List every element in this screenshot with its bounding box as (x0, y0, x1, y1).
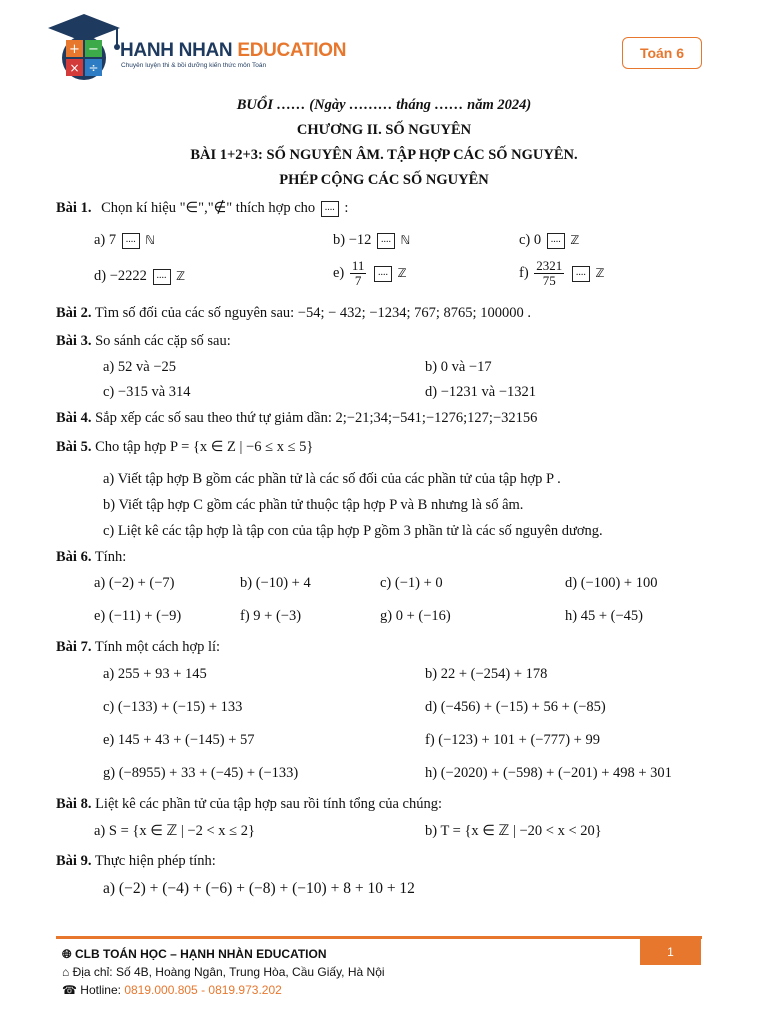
item-label: c) 0 (519, 232, 542, 248)
hotline-label: Hotline: (80, 983, 121, 997)
bai9-label: Bài 9. (56, 853, 92, 869)
answer-box[interactable]: .... (377, 233, 395, 249)
answer-box[interactable]: .... (374, 266, 392, 282)
svg-text:+: + (69, 42, 80, 57)
bai1-item-d (94, 268, 185, 285)
bai6-item: g) 0 + (−16) (380, 608, 451, 624)
lesson-title-2: PHÉP CỘNG CÁC SỐ NGUYÊN (279, 172, 489, 188)
bai2-label: Bài 2. (56, 305, 92, 321)
footer-address (62, 965, 385, 979)
item-label: b) −12 (333, 232, 372, 248)
bai7-question (56, 639, 220, 656)
bai8-text: Liệt kê các phần tử của tập hợp sau rồi tính tổng của chúng: (95, 796, 442, 812)
answer-box[interactable]: .... (321, 201, 339, 217)
svg-text:×: × (69, 61, 80, 75)
bai3-item: a) 52 và −25 (103, 359, 177, 375)
brand-main: HANH NHAN (120, 40, 233, 61)
brand-name (120, 40, 346, 62)
bai6-question (56, 549, 126, 566)
bai9-item: a) (−2) + (−4) + (−6) + (−8) + (−10) + 8 + 10 + 12 (103, 880, 415, 897)
bai1-item-a (94, 232, 155, 249)
svg-text:−: − (88, 42, 99, 57)
set-symbol: ℕ (400, 233, 411, 247)
globe-icon: 🌐︎ (62, 947, 72, 961)
phone-icon: ☎ (62, 983, 77, 997)
answer-box[interactable]: .... (153, 269, 171, 285)
set-symbol: ℤ (570, 233, 580, 247)
bai7-item: g) (−8955) + 33 + (−45) + (−133) (103, 765, 299, 781)
bai6-item: h) 45 + (−45) (565, 608, 643, 624)
bai9-text: Thực hiện phép tính: (94, 853, 216, 869)
item-label: d) −2222 (94, 268, 147, 284)
bai1-text: Chọn kí hiệu "∈","∉" thích hợp cho (101, 200, 316, 216)
bai6-item: a) (−2) + (−7) (94, 575, 175, 591)
bai4-label: Bài 4. (56, 410, 92, 426)
bai4-text: Sắp xếp các số sau theo thứ tự giảm dần: 2;−21;34;−541;−1276;127;−32156 (95, 410, 538, 426)
chapter-title: CHƯƠNG II. SỐ NGUYÊN (296, 122, 472, 138)
bai3-item: c) −315 và 314 (103, 384, 191, 400)
denominator: 75 (542, 273, 556, 288)
bai8-label: Bài 8. (56, 796, 92, 812)
bai5-item: c) Liệt kê các tập hợp là tập con của tập hợp P gồm 3 phần tử là các số nguyên dương. (103, 523, 603, 539)
bai3-text: So sánh các cặp số sau: (95, 333, 231, 349)
bai6-item: c) (−1) + 0 (380, 575, 443, 591)
bai7-label: Bài 7. (56, 639, 92, 655)
bai6-item: f) 9 + (−3) (240, 608, 302, 624)
brand-accent: EDUCATION (237, 40, 347, 61)
footer-club (62, 947, 327, 962)
bai3-question (56, 333, 231, 350)
bai5-label: Bài 5. (56, 439, 92, 455)
denominator: 7 (354, 273, 362, 288)
bai1-item-b (333, 232, 410, 249)
bai1-item-c (519, 232, 579, 249)
bai8-item: a) S = {x ∈ ℤ | −2 < x ≤ 2} (94, 823, 255, 839)
fraction (350, 259, 367, 288)
numerator: 2321 (536, 258, 563, 273)
tagline: Chuyên luyện thi & bồi dưỡng kiến thức môn Toán (121, 62, 267, 69)
bai6-item: b) (−10) + 4 (240, 575, 311, 591)
item-label: a) 7 (94, 232, 117, 248)
hotline-number: 0819.000.805 - 0819.973.202 (124, 983, 282, 997)
bai7-item: a) 255 + 93 + 145 (103, 666, 207, 682)
footer-divider (56, 936, 702, 939)
bai7-item: f) (−123) + 101 + (−777) + 99 (425, 732, 600, 748)
session-title: BUỔI …… (Ngày ……… tháng …… năm 2024) (236, 97, 532, 113)
bai2-question (56, 305, 531, 322)
bai6-item: e) (−11) + (−9) (94, 608, 182, 624)
bai8-question (56, 796, 442, 813)
footer-hotline (62, 983, 282, 997)
bai7-item: h) (−2020) + (−598) + (−201) + 498 + 301 (425, 765, 672, 781)
bai5-question (56, 439, 313, 456)
home-icon: ⌂ (62, 965, 70, 979)
page-number: 1 (640, 939, 701, 965)
bai3-item: d) −1231 và −1321 (425, 384, 536, 400)
bai1-item-f (519, 259, 604, 288)
club-name: CLB TOÁN HỌC – HẠNH NHÀN EDUCATION (74, 947, 327, 961)
bai5-text: Cho tập hợp P = {x ∈ Z | −6 ≤ x ≤ 5} (95, 439, 314, 455)
bai6-item: d) (−100) + 100 (565, 575, 658, 591)
answer-box[interactable]: .... (122, 233, 140, 249)
svg-text:÷: ÷ (88, 61, 99, 75)
answer-box[interactable]: .... (547, 233, 565, 249)
item-label: e) (333, 264, 345, 281)
bai5-item: a) Viết tập hợp B gồm các phần tử là các số đối của các phần tử của tập hợp P . (103, 471, 561, 487)
set-symbol: ℤ (595, 265, 605, 280)
answer-box[interactable]: .... (572, 266, 590, 282)
bai1-question: Bài 1. Chọn kí hiệu "∈","∉" thích hợp cho .... : (56, 200, 349, 216)
numerator: 11 (351, 258, 365, 273)
grade-badge: Toán 6 (622, 37, 702, 69)
bai1-item-e (333, 259, 407, 288)
lesson-title: BÀI 1+2+3: SỐ NGUYÊN ÂM. TẬP HỢP CÁC SỐ NGUYÊN. (190, 147, 578, 163)
bai5-item: b) Viết tập hợp C gồm các phần tử thuộc tập hợp P và B nhưng là số âm. (103, 497, 524, 513)
bai4-question (56, 410, 537, 427)
bai7-item: d) (−456) + (−15) + 56 + (−85) (425, 699, 606, 715)
bai7-item: e) 145 + 43 + (−145) + 57 (103, 732, 255, 748)
set-symbol: ℕ (145, 233, 155, 247)
bai7-item: c) (−133) + (−15) + 133 (103, 699, 243, 715)
bai3-label: Bài 3. (56, 333, 92, 349)
bai6-text: Tính: (94, 549, 127, 565)
bai7-item: b) 22 + (−254) + 178 (425, 666, 548, 682)
bai7-text: Tính một cách hợp lí: (94, 639, 221, 655)
bai1-label: Bài 1. (56, 200, 92, 216)
bai6-label: Bài 6. (56, 549, 92, 565)
bai8-item: b) T = {x ∈ ℤ | −20 < x < 20} (425, 823, 602, 839)
graduation-cap-logo-icon (44, 12, 124, 84)
set-symbol: ℤ (176, 269, 186, 283)
bai3-item: b) 0 và −17 (425, 359, 492, 375)
set-symbol: ℤ (397, 265, 407, 280)
bai9-question (56, 853, 216, 870)
item-label: f) (519, 264, 529, 281)
logo (44, 12, 124, 84)
fraction (534, 259, 564, 288)
bai2-text: Tìm số đối của các số nguyên sau: −54; − 432; −1234; 767; 8765; 100000 . (94, 305, 531, 321)
address-text: Địa chỉ: Số 4B, Hoàng Ngân, Trung Hòa, Cầu Giấy, Hà Nội (72, 965, 385, 979)
